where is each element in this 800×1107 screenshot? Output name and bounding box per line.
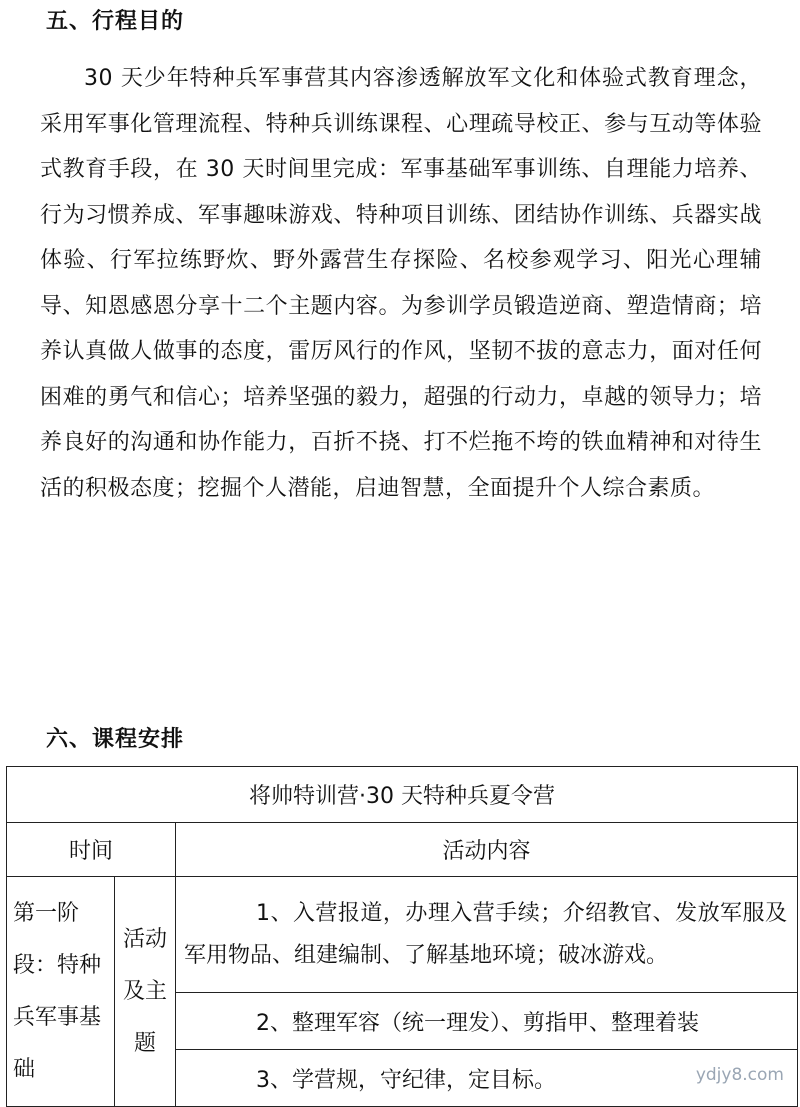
stage-cell: 第一阶段：特种兵军事基础: [7, 877, 115, 1107]
activity-item-2: 2、整理军容（统一理发）、剪指甲、整理着装: [176, 993, 798, 1050]
section-heading-purpose: 五、行程目的: [46, 9, 185, 34]
column-header-time: 时间: [7, 823, 176, 877]
section-heading-schedule: 六、课程安排: [46, 727, 185, 752]
table-title: 将帅特训营·30 天特种兵夏令营: [7, 767, 798, 823]
activity-item-1: 1、入营报道，办理入营手续；介绍教官、发放军服及军用物品、组建编制、了解基地环境；破冰游戏。: [176, 877, 798, 993]
column-header-content: 活动内容: [176, 823, 798, 877]
watermark: ydjy8.com: [695, 1065, 784, 1085]
activity-item-3: 3、学营规，守纪律，定目标。: [176, 1050, 798, 1107]
schedule-table: [6, 766, 798, 1107]
theme-cell: 活动及主题: [115, 877, 176, 1107]
purpose-paragraph: 30 天少年特种兵军事营其内容渗透解放军文化和体验式教育理念，采用军事化管理流程、特种兵训练课程、心理疏导校正、参与互动等体验式教育手段，在 30 天时间里完成：军事基础军事训练、自理能力培养、行为习惯养成、军事趣味游戏、特种项目训练、团结协作训练、兵器实战体验、行军拉练野炊、野外露营生存探险、名校参观学习、阳光心理辅导、知恩感恩分享十二个主题内容。为参训学员锻造逆商、塑造情商；培养认真做人做事的态度，雷厉风行的作风，坚韧不拔的意志力，面对任何困难的勇气和信心；培养坚强的毅力，超强的行动力，卓越的领导力；培养良好的沟通和协作能力，百折不挠、打不烂拖不垮的铁血精神和对待生活的积极态度；挖掘个人潜能，启迪智慧，全面提升个人综合素质。: [40, 66, 762, 501]
